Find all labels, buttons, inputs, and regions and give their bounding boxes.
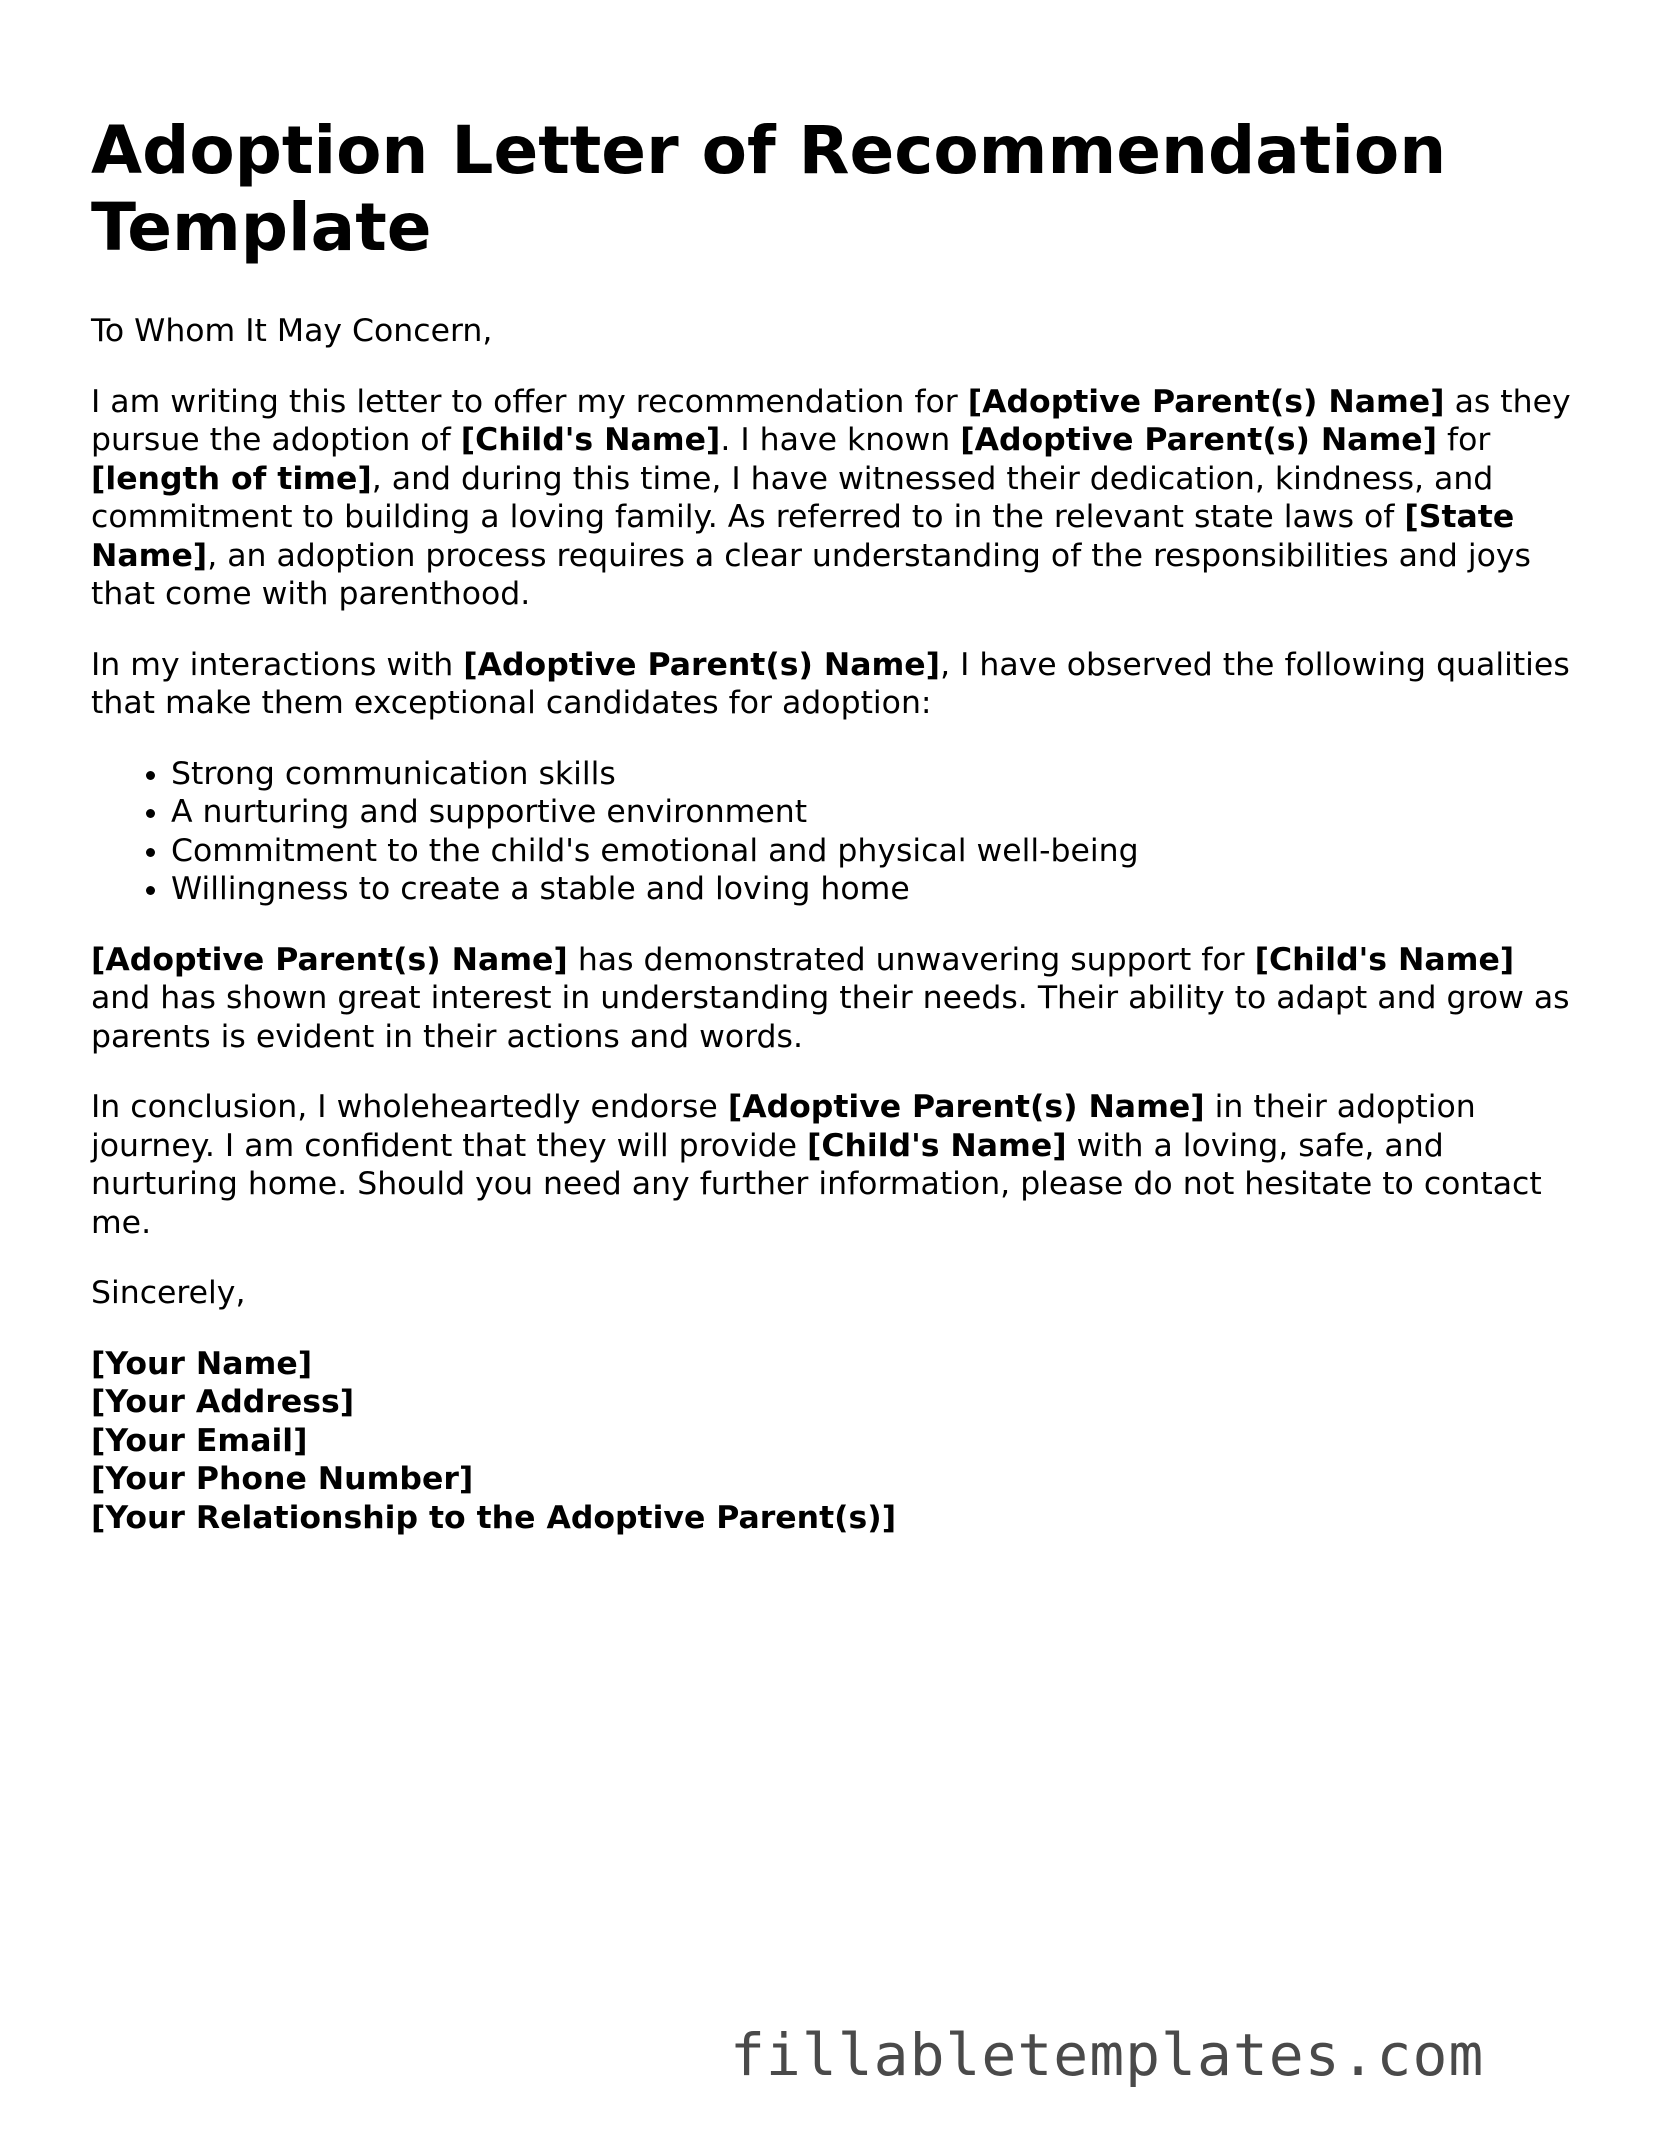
list-item: • A nurturing and supportive environment: [171, 793, 1571, 832]
letter-body: [91, 312, 1571, 1537]
signature-relationship: [Your Relationship to the Adoptive Parent(s)]: [91, 1499, 897, 1536]
signature-phone: [Your Phone Number]: [91, 1461, 474, 1497]
text-run: with a loving, safe, and nurturing home. Should you need any further information, please do not hesitate to contact me.: [91, 1127, 1542, 1241]
placeholder-adoptive-parents: [Adoptive Parent(s) Name]: [463, 646, 941, 683]
text-run: In conclusion, I wholeheartedly endorse: [91, 1089, 728, 1125]
text-run: in their adoption journey. I am confident that they will provide: [91, 1089, 1476, 1164]
list-item: • Commitment to the child's emotional and physical well-being: [171, 832, 1571, 871]
paragraph-conclusion: [91, 1088, 1571, 1242]
text-run: as they pursue the adoption of: [91, 383, 1571, 458]
text-run: I am writing this letter to offer my recommendation for: [91, 383, 968, 420]
signature-block: [91, 1345, 1571, 1538]
text-run: , I have observed the following qualities that make them exceptional candidates for adoption:: [91, 646, 1570, 721]
placeholder-adoptive-parents: [Adoptive Parent(s) Name]: [91, 941, 568, 978]
signature-name: [Your Name]: [91, 1345, 313, 1382]
paragraph-support: [91, 941, 1571, 1057]
page-title: Adoption Letter of Recommendation Template: [91, 112, 1447, 266]
signature-email: [Your Email]: [91, 1422, 308, 1459]
text-run: , and during this time, I have witnessed their dedication, kindness, and commitment to building a loving family. As referred to in the relevant state laws of: [91, 460, 1494, 535]
letter-page: [91, 112, 1571, 1537]
text-run: . I have known: [720, 422, 961, 458]
placeholder-child-name: [Child's Name]: [460, 422, 721, 458]
placeholder-adoptive-parents: [Adoptive Parent(s) Name]: [727, 1089, 1205, 1125]
placeholder-length-of-time: [length of time]: [91, 460, 372, 497]
signature-address: [Your Address]: [91, 1384, 355, 1420]
qualities-list: [91, 755, 1571, 909]
paragraph-intro: [91, 383, 1571, 614]
list-item: • Willingness to create a stable and loving home: [171, 870, 1571, 909]
placeholder-child-name: [Child's Name]: [1254, 941, 1515, 978]
placeholder-adoptive-parents: [Adoptive Parent(s) Name]: [967, 383, 1445, 420]
list-item: • Strong communication skills: [171, 755, 1571, 794]
placeholder-state-name: [State Name]: [91, 499, 1515, 574]
text-run: , an adoption process requires a clear understanding of the responsibilities and joys that come with parenthood.: [91, 537, 1531, 612]
greeting: To Whom It May Concern,: [91, 313, 493, 349]
text-run: and has shown great interest in understanding their needs. Their ability to adapt and grow as parents is evident in their actions and words.: [91, 980, 1570, 1055]
text-run: for: [1437, 422, 1491, 458]
paragraph-qualities-intro: [91, 646, 1571, 723]
text-run: In my interactions with: [91, 646, 464, 683]
placeholder-child-name: [Child's Name]: [806, 1127, 1067, 1164]
placeholder-adoptive-parents: [Adoptive Parent(s) Name]: [960, 422, 1438, 458]
text-run: has demonstrated unwavering support for: [567, 941, 1255, 978]
closing: Sincerely,: [91, 1275, 246, 1311]
site-watermark: fillabletemplates.com: [730, 2021, 1485, 2089]
